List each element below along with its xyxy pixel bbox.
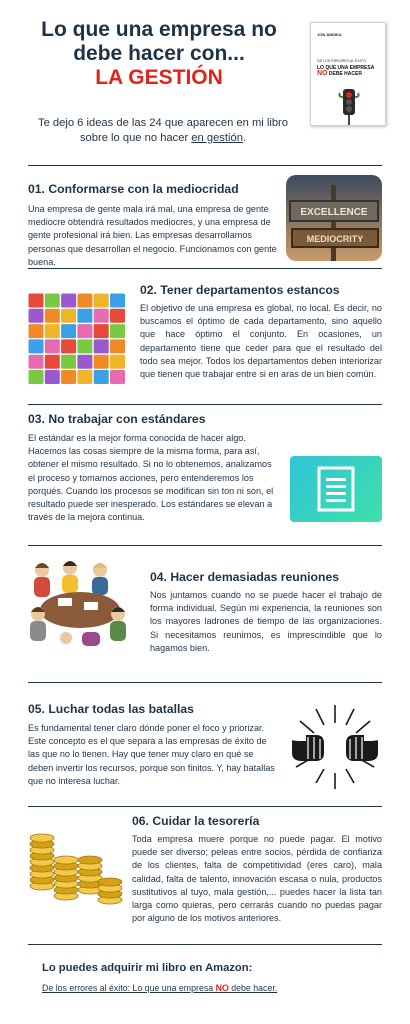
divider — [28, 545, 382, 546]
divider — [28, 806, 382, 807]
section-06-heading: 06. Cuidar la tesorería — [132, 814, 260, 828]
traffic-light-icon — [338, 87, 360, 125]
block-tile — [61, 339, 76, 353]
block-tile — [45, 294, 60, 308]
colored-blocks-image — [28, 293, 126, 385]
block-tile — [61, 294, 76, 308]
block-tile — [29, 309, 44, 323]
page-title — [20, 18, 298, 90]
book-subtitle: DE LOS ERRORES AL ÉXITO: — [317, 59, 367, 63]
coin — [98, 878, 122, 886]
divider — [28, 165, 382, 166]
section-04-body: Nos juntamos cuando no se puede hacer el trabajo de forma individual. Según mi experiencia, la reuniones son los mayores ladrones de tiempo de las organizaciones. Si necesitamos reunirnos, es imprescindible que lo hagamos bien. — [150, 590, 382, 653]
sign-label-excellence: EXCELLENCE — [300, 207, 368, 218]
block-tile — [45, 309, 60, 323]
block-tile — [45, 370, 60, 384]
intro-link[interactable]: en gestión — [191, 132, 243, 144]
section-01-body: Una empresa de gente mala irá mal, una empresa de gente mediocre obtendrá resultados mediocres, y una empresa de gente profesional irá bien. Las empresas desarrollamos personas que desarrollan el negocio. Funcionamos con gente buena. — [28, 204, 277, 267]
block-tile — [45, 324, 60, 338]
book-title: LO QUE UNA EMPRESA NO DEBE HACER — [317, 65, 375, 77]
block-tile — [45, 339, 60, 353]
block-tile — [110, 370, 125, 384]
block-tile — [110, 309, 125, 323]
block-tile — [61, 324, 76, 338]
block-tile — [110, 324, 125, 338]
section-02-body: El objetivo de una empresa es global, no local. Es decir, no buscamos el óptimo de cada departamento, sino aquello que hace óptimo el conjunto. En ocasiones, un departamento tiene que ceder para que el resultado del todo sea mejor. Todos los departamentos deben interiorizar que tienen que trabajar entre si en aras de un bien común. — [140, 303, 382, 380]
fists-icon — [286, 697, 384, 797]
block-tile — [29, 355, 44, 369]
block-tile — [61, 355, 76, 369]
title-line-2: debe hacer con... — [73, 42, 245, 65]
block-tile — [94, 339, 109, 353]
section-03-heading: 03. No trabajar con estándares — [28, 412, 206, 426]
book-cover[interactable] — [310, 22, 386, 126]
meeting-people-image — [28, 558, 128, 646]
coin — [54, 856, 78, 864]
divider — [28, 268, 382, 269]
amazon-book-link[interactable]: De los errores al éxito: Lo que una empresa NO debe hacer. — [42, 983, 278, 993]
section-02-heading: 02. Tener departamentos estancos — [140, 283, 340, 297]
coin — [78, 856, 102, 864]
title-line-1: Lo que una empresa no — [41, 18, 277, 41]
coin — [30, 834, 54, 842]
divider — [28, 944, 382, 945]
block-tile — [29, 339, 44, 353]
divider — [28, 404, 382, 405]
coins-icon — [24, 826, 124, 910]
block-tile — [77, 309, 92, 323]
block-tile — [94, 324, 109, 338]
block-tile — [94, 309, 109, 323]
intro-text: Te dejo 6 ideas de las 24 que aparecen en mi libro sobre lo que no hacer en gestión. — [37, 117, 289, 144]
book-author: JON ANDIKA — [317, 32, 342, 37]
book-title-no: NO — [317, 70, 328, 77]
sign-label-mediocrity: MEDIOCRITY — [306, 234, 364, 244]
section-04-heading: 04. Hacer demasiadas reuniones — [150, 570, 340, 584]
section-01-heading: 01. Conformarse con la mediocridad — [28, 182, 239, 196]
document-icon — [317, 466, 355, 512]
block-tile — [77, 370, 92, 384]
block-tile — [110, 355, 125, 369]
block-tile — [29, 324, 44, 338]
block-tile — [77, 355, 92, 369]
title-highlight: LA GESTIÓN — [95, 66, 223, 89]
block-tile — [77, 294, 92, 308]
excellence-mediocrity-sign-image — [286, 175, 382, 261]
block-tile — [29, 294, 44, 308]
block-tile — [110, 339, 125, 353]
amazon-book-link-no: NO — [215, 983, 229, 993]
section-03-body: El estándar es la mejor forma conocida de hacer algo. Hacemos las cosas siempre de la misma forma, para así, obtener el mismo resultado. Si no lo obtenemos, analizamos el proceso y tomamos acciones, pero entenderemos los porqués. Cuando los procesos se modifican sin ton ni son, el resultado puede ser inesperado. Los estándares se elevan a través de la mejora continua. — [28, 433, 274, 523]
block-tile — [61, 309, 76, 323]
block-tile — [77, 324, 92, 338]
block-tile — [77, 339, 92, 353]
block-tile — [94, 370, 109, 384]
block-tile — [110, 294, 125, 308]
footer-heading: Lo puedes adquirir mi libro en Amazon: — [42, 962, 253, 974]
block-tile — [94, 355, 109, 369]
standards-document-image — [290, 456, 382, 522]
section-05-body: Es fundamental tener claro dónde poner el foco y priorizar. Este concepto es el que separa a las empresas de éxito de las que no lo tienen. Hay que tener muy claro en qué se deben invertir los recursos, porque son finitos. Y, hay batallas que no interesa luchar. — [28, 723, 275, 786]
section-05-heading: 05. Luchar todas las batallas — [28, 702, 194, 716]
section-06-body: Toda empresa muere porque no puede pagar. El motivo puede ser diverso; peleas entre socios, pérdida de confianza de los clientes, falta de competitividad (eres caro), mala calidad, falta de talento, innovación escasa o nula, productos sustitutivos al tuyo, mala gestión,... puedes hacer la lista tan larga como quieras, pero cerrarás cuando no puedas pagar por alguno de los motivos anteriores. — [132, 834, 382, 924]
block-tile — [45, 355, 60, 369]
divider — [28, 682, 382, 683]
block-tile — [29, 370, 44, 384]
block-tile — [61, 370, 76, 384]
block-tile — [94, 294, 109, 308]
